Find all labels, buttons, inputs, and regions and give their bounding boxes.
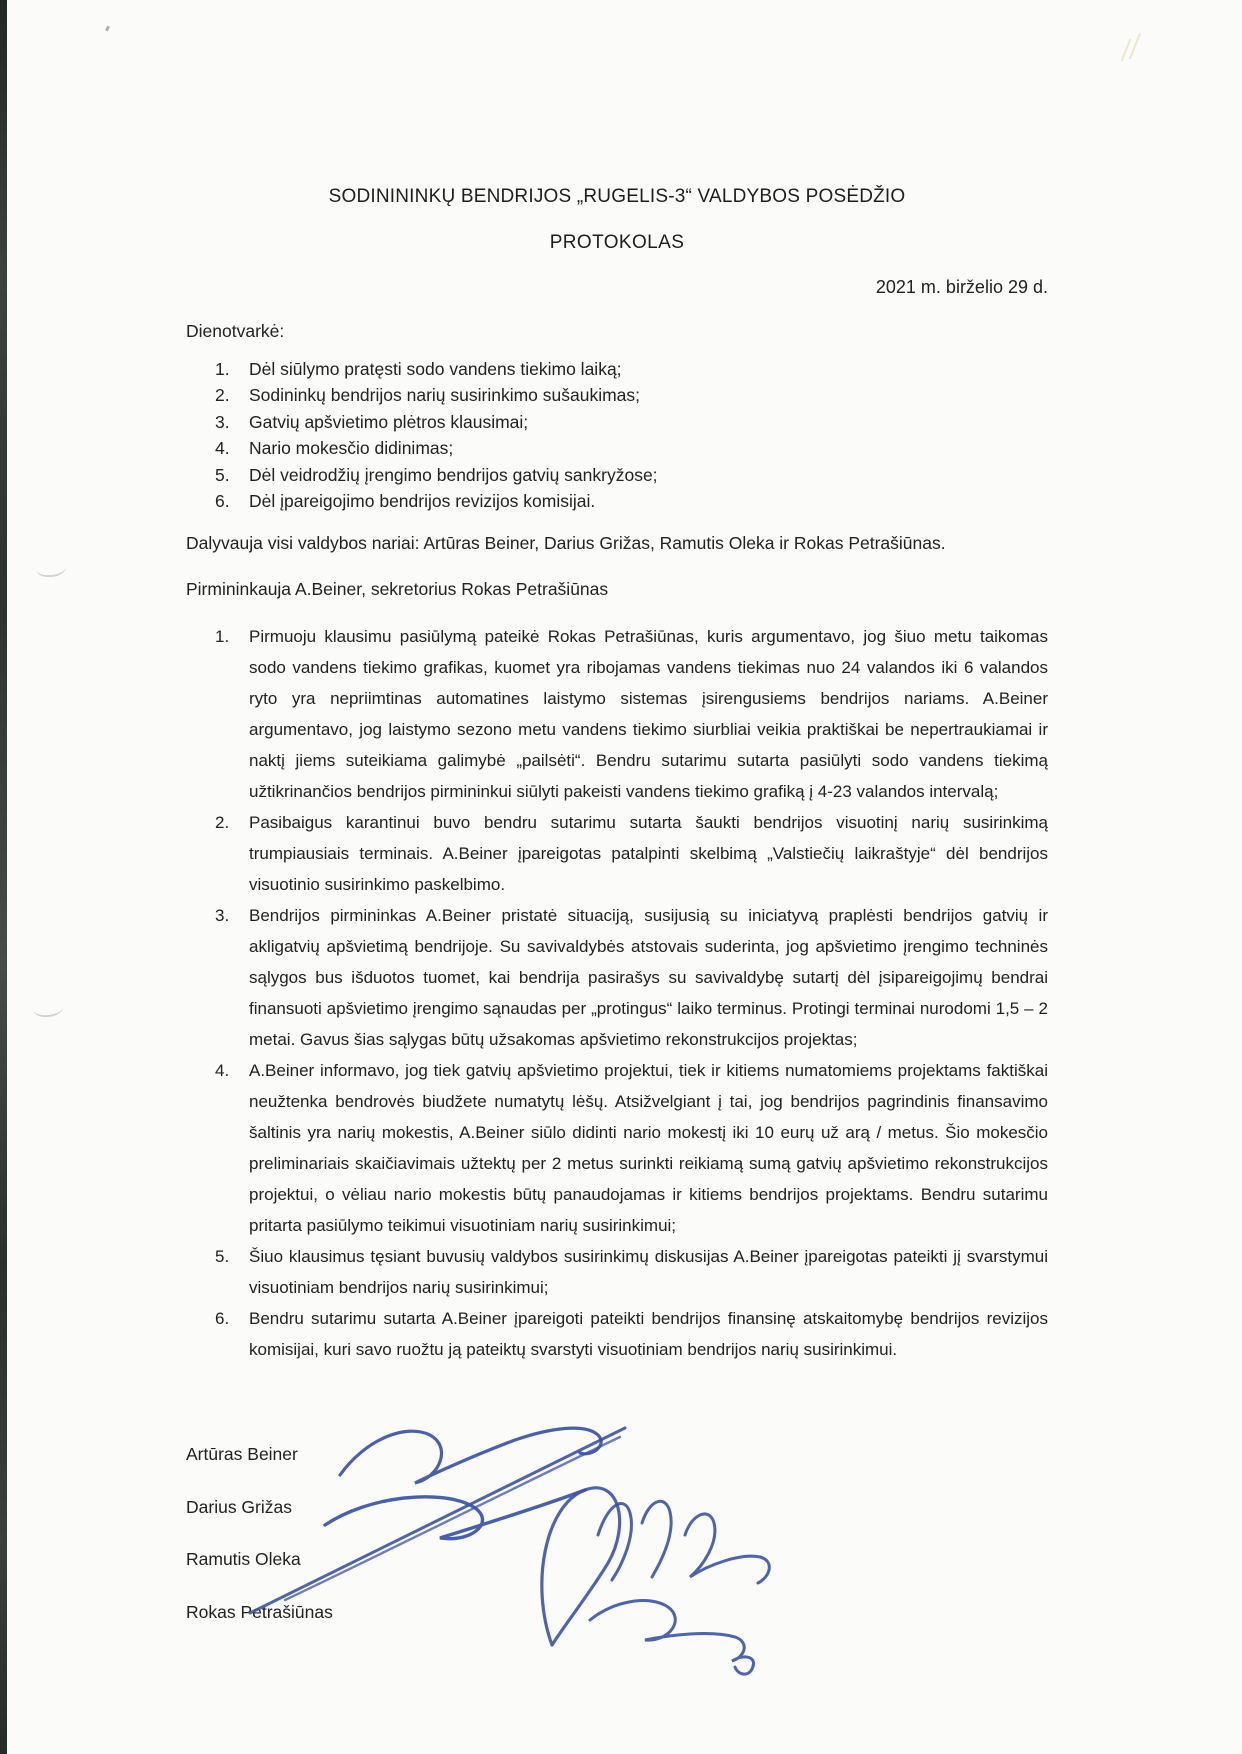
- agenda-item-text: Nario mokesčio didinimas;: [249, 438, 454, 459]
- agenda-item-text: Dėl įpareigojimo bendrijos revizijos komisijai.: [249, 490, 596, 511]
- minutes-list: [186, 621, 1048, 1365]
- agenda-item-number: 4.: [215, 438, 230, 459]
- document-content: [186, 0, 1048, 1365]
- minutes-item-number: 2.: [215, 813, 230, 833]
- agenda-item-number: 2.: [215, 385, 230, 406]
- margin-smudge: [32, 998, 64, 1018]
- agenda-item: [186, 491, 1048, 517]
- scan-speck: [105, 26, 110, 32]
- agenda-heading: Dienotvarkė:: [186, 321, 285, 341]
- minutes-item-number: 5.: [215, 1247, 230, 1267]
- minutes-item: [186, 1241, 1048, 1303]
- minutes-item-text: Šiuo klausimus tęsiant buvusių valdybos susirinkimų diskusijas A.Beiner įpareigotas pateikti jį svarstymui visuotiniam bendrijos narių susirinkimui;: [249, 1247, 1048, 1298]
- agenda-list: [186, 359, 1048, 517]
- agenda-item: [186, 438, 1048, 464]
- signature-block: [186, 1444, 586, 1654]
- minutes-item: [186, 1303, 1048, 1365]
- minutes-item: [186, 1055, 1048, 1241]
- agenda-item-number: 6.: [215, 490, 230, 511]
- agenda-item-text: Gatvių apšvietimo plėtros klausimai;: [249, 411, 529, 432]
- minutes-item-text: Pasibaigus karantinui buvo bendru sutarimu sutarta šaukti bendrijos visuotinį narių susirinkimą trumpiausiais terminais. A.Beiner įpareigotas patalpinti skelbimą „Valstiečių laikraštyje“ dėl bendrijos visuotinio susirinkimo paskelbimo.: [249, 813, 1048, 895]
- minutes-item-text: A.Beiner informavo, jog tiek gatvių apšvietimo projektui, tiek ir kitiems numatomiems projektams faktiškai neužtenka bendrovės biudžete numatytų lėšų. Atsižvelgiant į tai, jog bendrijos pagrindinis finansavimo šaltinis yra narių mokestis, A.Beiner siūlo didinti nario mokestį iki 10 eurų už arą / metus. Šio mokesčio preliminariais skaičiavimais užtektų per 2 metus surinkti reikiamą sumą gatvių apšvietimo rekonstrukcijos projektui, o vėliau nario mokestis būtų panaudojamas ir kitiems bendrijos projektams. Bendru sutarimu pritarta pasiūlymo teikimui visuotiniam narių susirinkimui;: [249, 1061, 1048, 1236]
- minutes-item-text: Bendru sutarimu sutarta A.Beiner įpareigoti pateikti bendrijos finansinę atskaitomybę bendrijos revizijos komisijai, kuri savo ruožtu ją pateiktų svarstyti visuotiniam bendrijos narių susirinkimui.: [249, 1309, 1048, 1360]
- minutes-item-number: 1.: [215, 627, 230, 647]
- signatory-name: Darius Grižas: [186, 1496, 292, 1517]
- agenda-item: [186, 412, 1048, 438]
- minutes-item-text: Pirmuoju klausimu pasiūlymą pateikė Rokas Petrašiūnas, kuris argumentavo, jog šiuo metu taikomas sodo vandens tiekimo grafikas, kuomet yra ribojamas vandens tiekimas nuo 24 valandos iki 6 valandos ryto yra nepriimtinas automatines laistymo sistemas įsirengusiems bendrijos nariams. A.Beiner argumentavo, jog laistymo sezono metu vandens tiekimo siurbliai veikia praktiškai be nepertraukiamai ir naktį jiems suteikiama galimybė „pailsėti“. Bendru sutarimu sutarta pasiūlyti sodo vandens tiekimą užtikrinančios bendrijos pirmininkui siūlyti pakeisti vandens tiekimo grafiką į 4-23 valandos intervalą;: [249, 627, 1048, 802]
- minutes-item-number: 3.: [215, 906, 230, 926]
- agenda-item-number: 5.: [215, 464, 230, 485]
- document-date: 2021 m. birželio 29 d.: [875, 277, 1048, 297]
- document-subtitle: PROTOKOLAS: [549, 232, 685, 253]
- agenda-item-number: 1.: [215, 359, 230, 379]
- minutes-item-number: 4.: [215, 1061, 230, 1081]
- minutes-item: [186, 621, 1048, 807]
- agenda-item: [186, 359, 1048, 385]
- agenda-item: [186, 465, 1048, 491]
- faint-pencil-mark: [1129, 33, 1141, 60]
- agenda-item: [186, 385, 1048, 411]
- agenda-item-text: Sodininkų bendrijos narių susirinkimo sušaukimas;: [249, 385, 641, 406]
- signatory-name: Rokas Petrašiūnas: [186, 1601, 333, 1622]
- document-title: SODINININKŲ BENDRIJOS „RUGELIS-3“ VALDYBOS POSĖDŽIO: [328, 186, 906, 207]
- margin-smudge: [35, 558, 67, 578]
- signatory-name: Ramutis Oleka: [186, 1549, 301, 1569]
- minutes-item: [186, 807, 1048, 900]
- agenda-item-number: 3.: [215, 411, 230, 432]
- signatory-name: Artūras Beiner: [186, 1444, 298, 1464]
- minutes-item: [186, 900, 1048, 1055]
- agenda-item-text: Dėl veidrodžių įrengimo bendrijos gatvių sankryžose;: [249, 464, 658, 485]
- minutes-item-text: Bendrijos pirmininkas A.Beiner pristatė situaciją, susijusią su iniciatyvą praplėsti bendrijos gatvių ir akligatvių apšvietimą bendrijoje. Su savivaldybės atstovais suderinta, jog apšvietimo įrengimo techninės sąlygos bus išduotos tuomet, kai bendrija pasirašys su savivaldybę sutartį dėl įsipareigojimų bendrai finansuoti apšvietimo įrengimo sąnaudas per „protingus“ laiko terminus. Protingi terminai nurodomi 1,5 – 2 metai. Gavus šias sąlygas būtų užsakomas apšvietimo rekonstrukcijos projektas;: [249, 906, 1048, 1050]
- scan-edge-artifact: [0, 0, 7, 1754]
- agenda-item-text: Dėl siūlymo pratęsti sodo vandens tiekimo laiką;: [249, 359, 622, 379]
- attendance-line: Dalyvauja visi valdybos nariai: Artūras Beiner, Darius Grižas, Ramutis Oleka ir Rokas Petrašiūnas.: [186, 533, 946, 554]
- minutes-item-number: 6.: [215, 1309, 230, 1329]
- chairman-line: Pirmininkauja A.Beiner, sekretorius Rokas Petrašiūnas: [186, 579, 609, 600]
